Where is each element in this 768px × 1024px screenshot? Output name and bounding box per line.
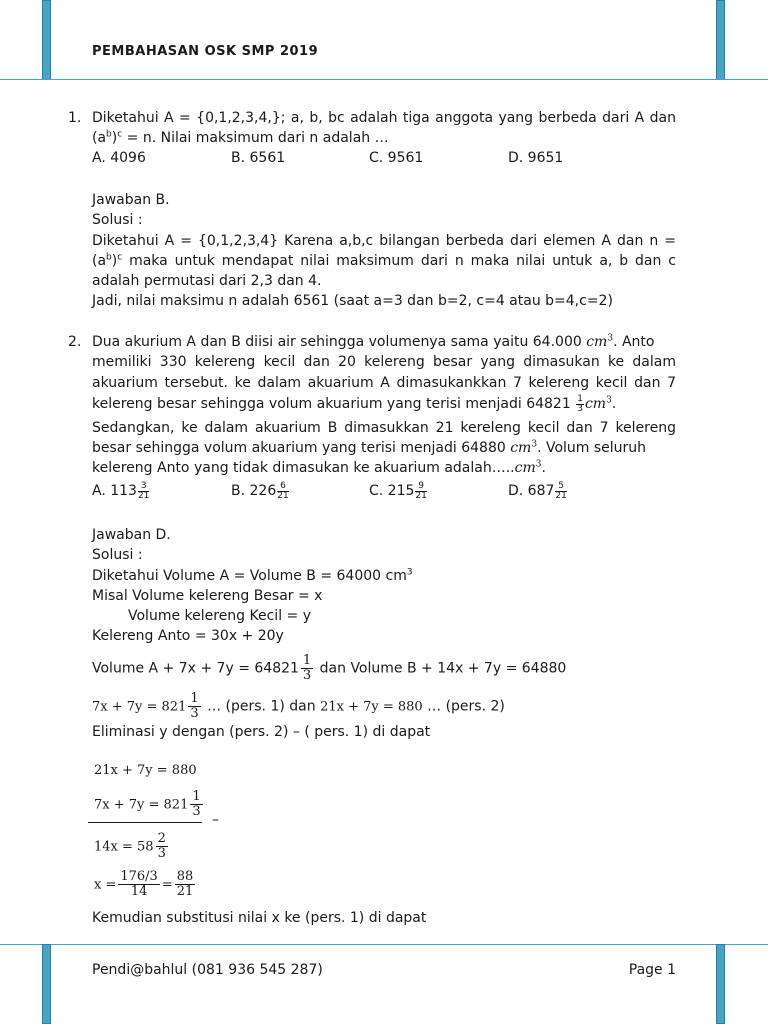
q2-line-7: kelereng Anto yang tidak dimasukan ke akuarium $adalah\dots..cm^3$.	[92, 459, 546, 476]
q1-line-2: $(a^b)^c = n$. Nilai maksimum dari n adalah …	[92, 129, 389, 146]
q2-line-6: besar sehingga volum akuarium yang terisi menjadi 64880 $cm^3$. Volum seluruh	[92, 439, 647, 456]
question-2-number: 2.	[68, 334, 82, 350]
q2-solution-line-7: Eliminasi y dengan (pers. 2) – ( pers. 1) di dapat	[92, 724, 431, 740]
q2-line-5: Sedangkan, ke dalam akuarium B dimasukkan 21 kereleng kecil dan 7 kelereng	[92, 420, 676, 436]
page-header-title: PEMBAHASAN OSK SMP 2019	[92, 44, 319, 59]
q1-option-a: A. 4096	[92, 150, 146, 166]
q1-option-d: D. 9651	[508, 150, 564, 166]
equation-x-value: x = $\frac{176/3}{14}$ = $\frac{88}{21}$	[94, 869, 194, 899]
q1-solution-line-3: adalah permutasi dari 2,3 dan 4.	[92, 273, 322, 289]
q2-option-c: C. 215 $\frac{9}{21}$	[369, 480, 427, 501]
q2-option-d: D. 687 $\frac{5}{21}$	[508, 480, 567, 501]
q2-solution-label: Solusi :	[92, 547, 143, 563]
q2-line-2: memiliki 330 kelereng kecil dan 20 kelereng besar yang dimasukan ke dalam	[92, 354, 676, 370]
q1-line-1: Diketahui A = {0,1,2,3,4,}; a, b, bc adalah tiga anggota yang berbeda dari A dan	[92, 110, 676, 126]
q1-option-b: B. 6561	[231, 150, 286, 166]
q1-option-c: C. 9561	[369, 150, 424, 166]
elimination-line	[88, 822, 202, 823]
q1-answer: Jawaban B.	[92, 192, 170, 208]
q2-solution-line-8: Kemudian substitusi nilai x ke (pers. 1) di dapat	[92, 910, 427, 926]
q2-solution-line-3: Volume kelereng Kecil = y	[128, 608, 312, 624]
header-rule	[0, 79, 768, 80]
q2-line-1: Dua akurium A dan B diisi air sehingga volumenya sama yaitu 64.000 $cm^3$. Anto	[92, 333, 655, 350]
q2-solution-line-6: 7x + 7y = 821 $\frac{1}{3}$ … (pers. 1) dan 21x + 7y = 880 … (pers. 2)	[92, 691, 505, 721]
top-right-bar	[716, 0, 725, 80]
q1-solution-label: Solusi :	[92, 212, 143, 228]
q2-solution-line-1: Diketahui Volume A = Volume B = 64000 $cm^3$	[92, 567, 413, 584]
q2-solution-line-2: Misal Volume kelereng Besar = x	[92, 588, 323, 604]
equation-pers-2: 21x + 7y = 880	[94, 763, 197, 778]
fraction-one-third: $\frac{1}{3}$	[577, 393, 583, 414]
equation-pers-1: 7x + 7y = 821 $\frac{1}{3}$	[94, 789, 201, 819]
q2-solution-line-4: Kelereng Anto = 30x + 20y	[92, 628, 284, 644]
q2-answer: Jawaban D.	[92, 527, 171, 543]
q1-solution-line-1: Diketahui A = {0,1,2,3,4} Karena a,b,c bilangan berbeda dari elemen A dan n =	[92, 233, 676, 249]
minus-sign: –	[212, 812, 219, 828]
footer-page-number: Page 1	[628, 962, 676, 978]
footer-author: Pendi@bahlul (081 936 545 287)	[92, 962, 323, 978]
q2-option-a: A. 113 $\frac{3}{21}$	[92, 480, 150, 501]
q2-line-3: akuarium tersebut. ke dalam akuarium A dimasukankkan 7 kelereng kecil dan 7	[92, 375, 676, 391]
q1-solution-line-2: $(a^b)^c$ maka untuk mendapat nilai maksimum dari n maka nilai untuk a, b dan c	[92, 252, 676, 269]
footer-rule	[0, 944, 768, 945]
question-1-number: 1.	[68, 110, 82, 126]
top-left-bar	[42, 0, 51, 80]
q2-line-4: kelereng besar sehingga volum akuarium yang terisi menjadi 64821 $\frac{1}{3}$ $cm^3$.	[92, 393, 617, 414]
q2-solution-line-5: Volume A + 7x + 7y = 64821 $\frac{1}{3}$ dan Volume B + 14x + 7y = 64880	[92, 653, 567, 683]
q2-option-b: B. 226 $\frac{6}{21}$	[231, 480, 289, 501]
bottom-right-bar	[716, 944, 725, 1024]
equation-result-14x: 14x = 58 $\frac{2}{3}$	[94, 831, 166, 861]
bottom-left-bar	[42, 944, 51, 1024]
q1-solution-line-4: Jadi, nilai maksimu n adalah 6561 (saat a=3 dan b=2, c=4 atau b=4,c=2)	[92, 293, 613, 309]
